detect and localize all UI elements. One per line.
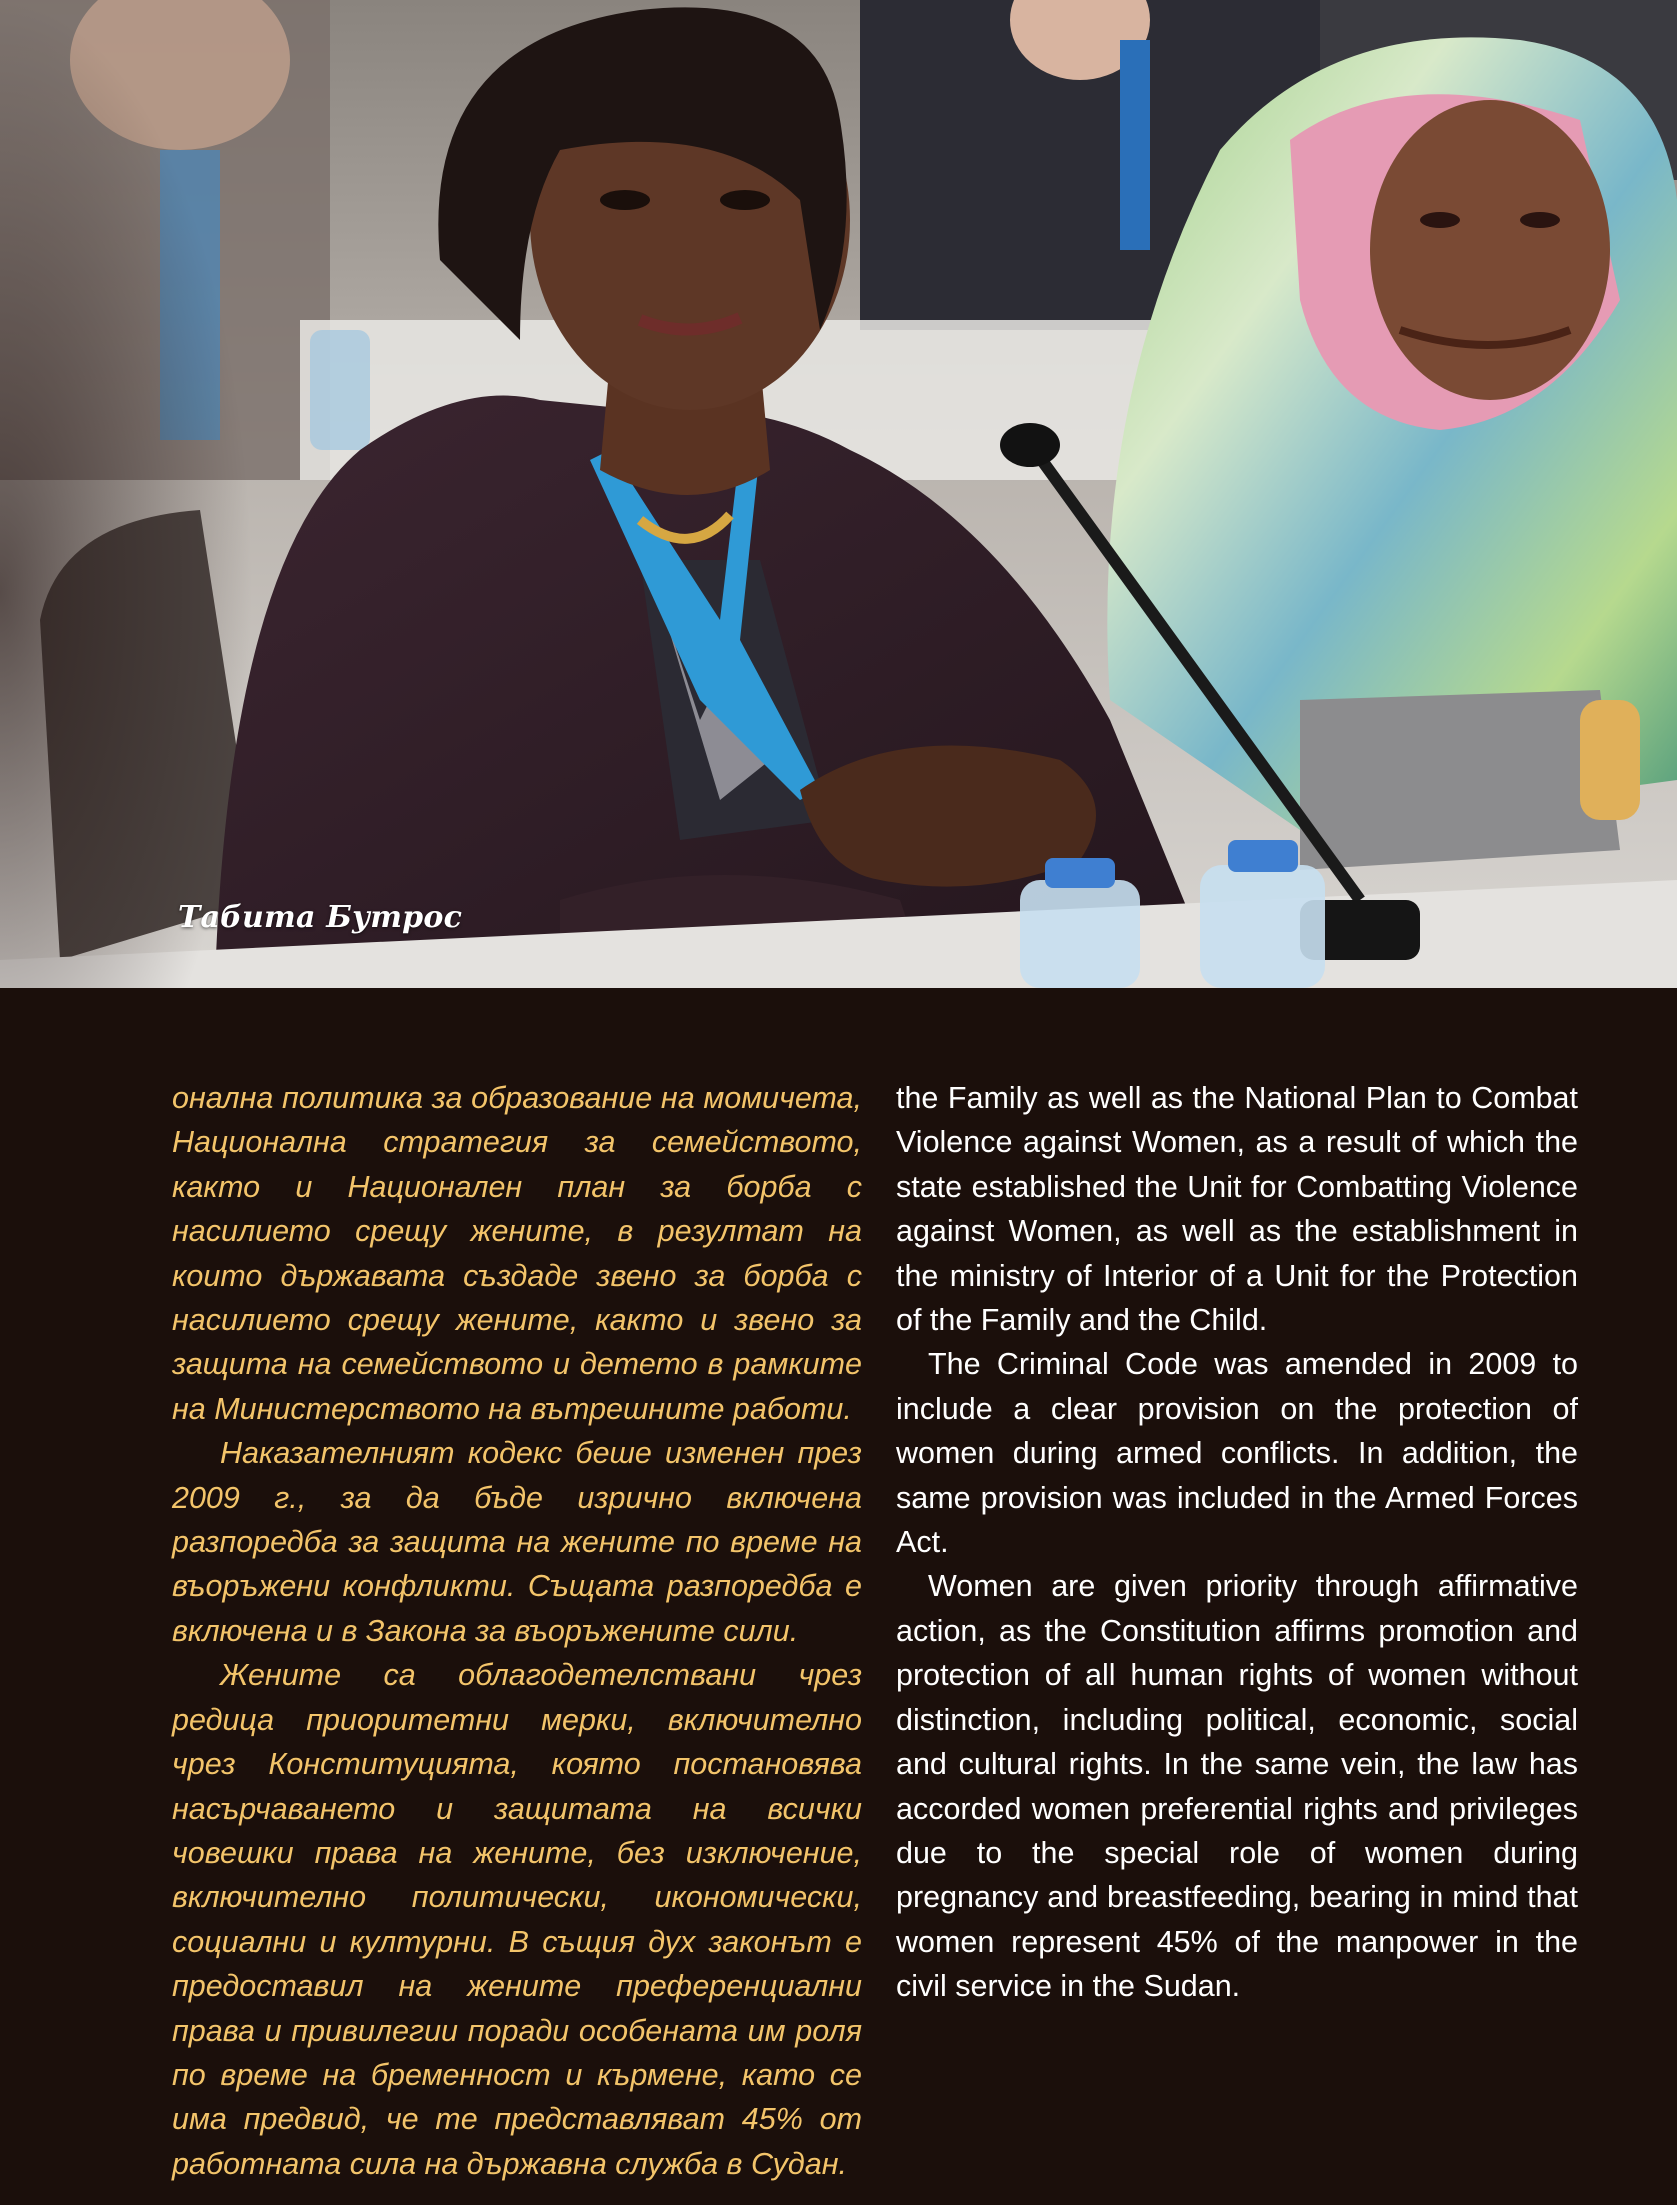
bg-paragraph-1: онална политика за образование на момичета, Национална стратегия за семейството, както и Национален план за борба с насилието срещу жените, в резултат на които държавата създаде звено за борба с насилието срещу жените, както и звено за защита на семейството и детето в рамките на Министерството на вътрешните работи. bbox=[172, 1081, 862, 1426]
en-paragraph-3: Women are given priority through affirmative action, as the Constitution affirms promotion and protection of all human rights of women without distinction, including political, economic, social and cultural rights. In the same vein, the law has accorded women preferential rights and privileges due to the special role of women during pregnancy and breastfeeding, bearing in mind that women represent 45% of the manpower in the civil service in the Sudan. bbox=[896, 1569, 1578, 2004]
photo-caption: Табита Бутрос bbox=[178, 900, 463, 935]
bg-paragraph-3: Жените са облагодетелствани чрез редица приоритетни мерки, включително чрез Конституцията, която постановява насърчаването и защитата на всички човешки права на жените, без изключение, включително политически, икономически, социални и културни. В същия дух законът е предоставил на жените преференциални права и привилегии поради особената им роля по време на бременност и кърмене, като се има предвид, че те представляват 45% от работната сила на държавна служба в Судан. bbox=[172, 1658, 862, 2181]
en-paragraph-1: the Family as well as the National Plan to Combat Violence against Women, as a result of which the state established the Unit for Combatting Violence against Women, as well as the establishment in the ministry of Interior of a Unit for the Protection of the Family and the Child. bbox=[896, 1081, 1578, 1338]
conference-photo-illustration bbox=[0, 0, 1677, 988]
english-text-column bbox=[896, 1076, 1578, 2009]
bg-paragraph-2: Наказателният кодекс беше изменен през 2009 г., за да бъде изрично включена разпоредба за защита на жените по време на въоръжени конфликти. Същата разпоредба е включена и в Закона за въоръжените сили. bbox=[172, 1436, 862, 1648]
conference-photo bbox=[0, 0, 1677, 988]
bulgarian-text-column bbox=[172, 1076, 862, 2186]
en-paragraph-2: The Criminal Code was amended in 2009 to include a clear provision on the protection of women during armed conflicts. In addition, the same provision was included in the Armed Forces Act. bbox=[896, 1347, 1578, 1560]
